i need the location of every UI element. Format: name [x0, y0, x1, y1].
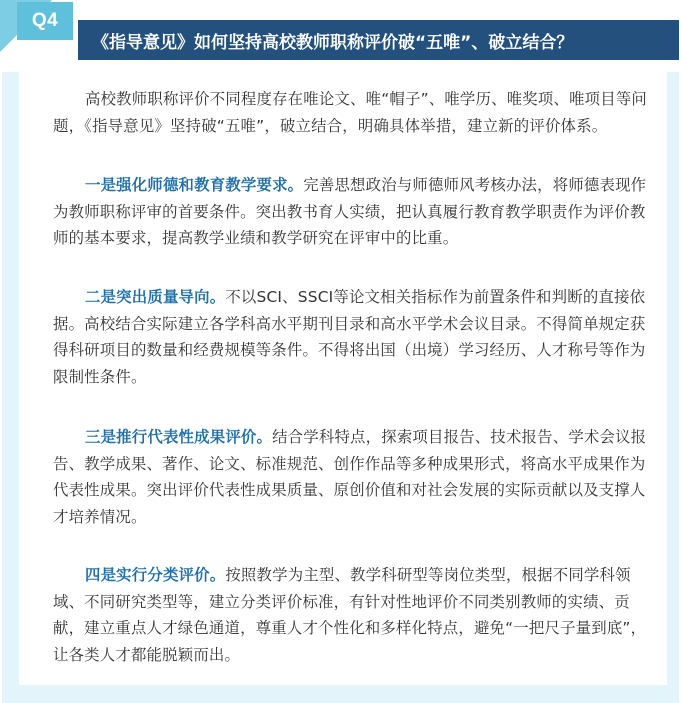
section-3-lead: 三是推行代表性成果评价。: [85, 428, 273, 446]
section-1-lead: 一是强化师德和教育教学要求。: [85, 176, 304, 194]
section-4-body: 按照教学为主型、教学科研型等岗位类型，根据不同学科领域、不同研究类型等，建立分类评价标准，有针对性地评价不同类别教师的实绩、贡献，建立重点人才绿色通道，尊重人才个性化和多样化特点，避免“一把尺子量到底”，让各类人才都能脱颖而出。: [53, 566, 647, 664]
content-card: [19, 72, 667, 685]
section-4-paragraph: [53, 562, 657, 668]
section-3-paragraph: [53, 424, 657, 530]
section-1-body: 完善思想政治与师德师风考核办法，将师德表现作为教师职称评审的首要条件。突出教书育人实绩，把认真履行教育教学职责作为评价教师的基本要求，提高教学业绩和教学研究在评审中的比重。: [53, 176, 647, 247]
section-4-lead: 四是实行分类评价。: [85, 566, 226, 584]
section-2-paragraph: [53, 284, 657, 390]
title-bar: [78, 20, 679, 60]
section-3-body: 结合学科特点，探索项目报告、技术报告、学术会议报告、教学成果、著作、论文、标准规范、创作作品等多种成果形式，将高水平成果作为代表性成果。突出评价代表性成果质量、原创价值和对社会发展的实际贡献以及支撑人才培养情况。: [53, 428, 647, 526]
section-2-body: 不以SCI、SSCI等论文相关指标作为前置条件和判断的直接依据。高校结合实际建立各学科高水平期刊目录和高水平学术会议目录。不得简单规定获得科研项目的数量和经费规模等条件。不得将出国（出境）学习经历、人才称号等作为限制性条件。: [53, 288, 646, 386]
question-badge: Q4: [17, 2, 73, 40]
page-title: 《指导意见》如何坚持高校教师职称评价破“五唯”、破立结合？: [92, 32, 574, 53]
section-2-lead: 二是突出质量导向。: [85, 288, 226, 306]
section-1-paragraph: [53, 172, 657, 252]
content-frame: [2, 72, 679, 703]
intro-paragraph: 高校教师职称评价不同程度存在唯论文、唯“帽子”、唯学历、唯奖项、唯项目等问题，《指导意见》坚持破“五唯”，破立结合，明确具体举措，建立新的评价体系。: [53, 90, 648, 135]
